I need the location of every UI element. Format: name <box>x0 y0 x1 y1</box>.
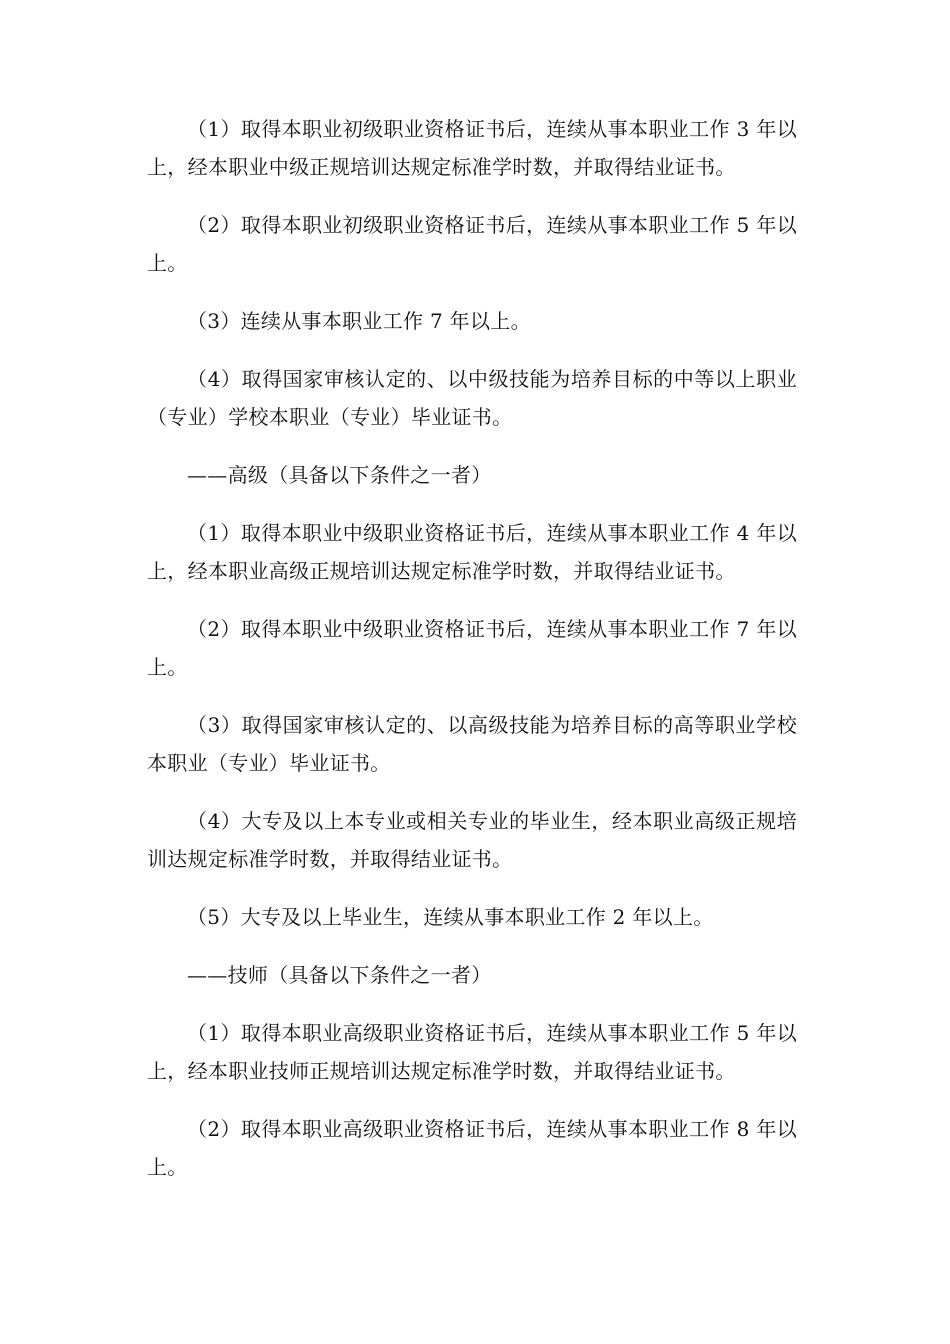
paragraph-intermediate-1: （1）取得本职业初级职业资格证书后，连续从事本职业工作 3 年以上，经本职业中级正规培训达规定标准学时数，并取得结业证书。 <box>147 117 797 179</box>
paragraph-intermediate-3: （3）连续从事本职业工作 7 年以上。 <box>187 309 531 333</box>
paragraph-senior-4: （4）大专及以上本专业或相关专业的毕业生，经本职业高级正规培训达规定标准学时数，并取得结业证书。 <box>147 809 797 871</box>
document-body <box>147 110 797 1206</box>
section-heading-technician: ——技师（具备以下条件之一者） <box>187 963 492 987</box>
paragraph-senior-1: （1）取得本职业中级职业资格证书后，连续从事本职业工作 4 年以上，经本职业高级正规培训达规定标准学时数，并取得结业证书。 <box>147 521 797 583</box>
paragraph-senior-5: （5）大专及以上毕业生，连续从事本职业工作 2 年以上。 <box>187 905 714 929</box>
paragraph-technician-2: （2）取得本职业高级职业资格证书后，连续从事本职业工作 8 年以上。 <box>147 1117 797 1179</box>
paragraph-intermediate-2: （2）取得本职业初级职业资格证书后，连续从事本职业工作 5 年以上。 <box>147 213 797 275</box>
paragraph-senior-3: （3）取得国家审核认定的、以高级技能为培养目标的高等职业学校本职业（专业）毕业证书。 <box>147 713 797 775</box>
paragraph-technician-1: （1）取得本职业高级职业资格证书后，连续从事本职业工作 5 年以上，经本职业技师正规培训达规定标准学时数，并取得结业证书。 <box>147 1021 797 1083</box>
paragraph-senior-2: （2）取得本职业中级职业资格证书后，连续从事本职业工作 7 年以上。 <box>147 617 797 679</box>
section-heading-senior: ——高级（具备以下条件之一者） <box>187 463 492 487</box>
paragraph-intermediate-4: （4）取得国家审核认定的、以中级技能为培养目标的中等以上职业（专业）学校本职业（专业）毕业证书。 <box>147 367 797 429</box>
